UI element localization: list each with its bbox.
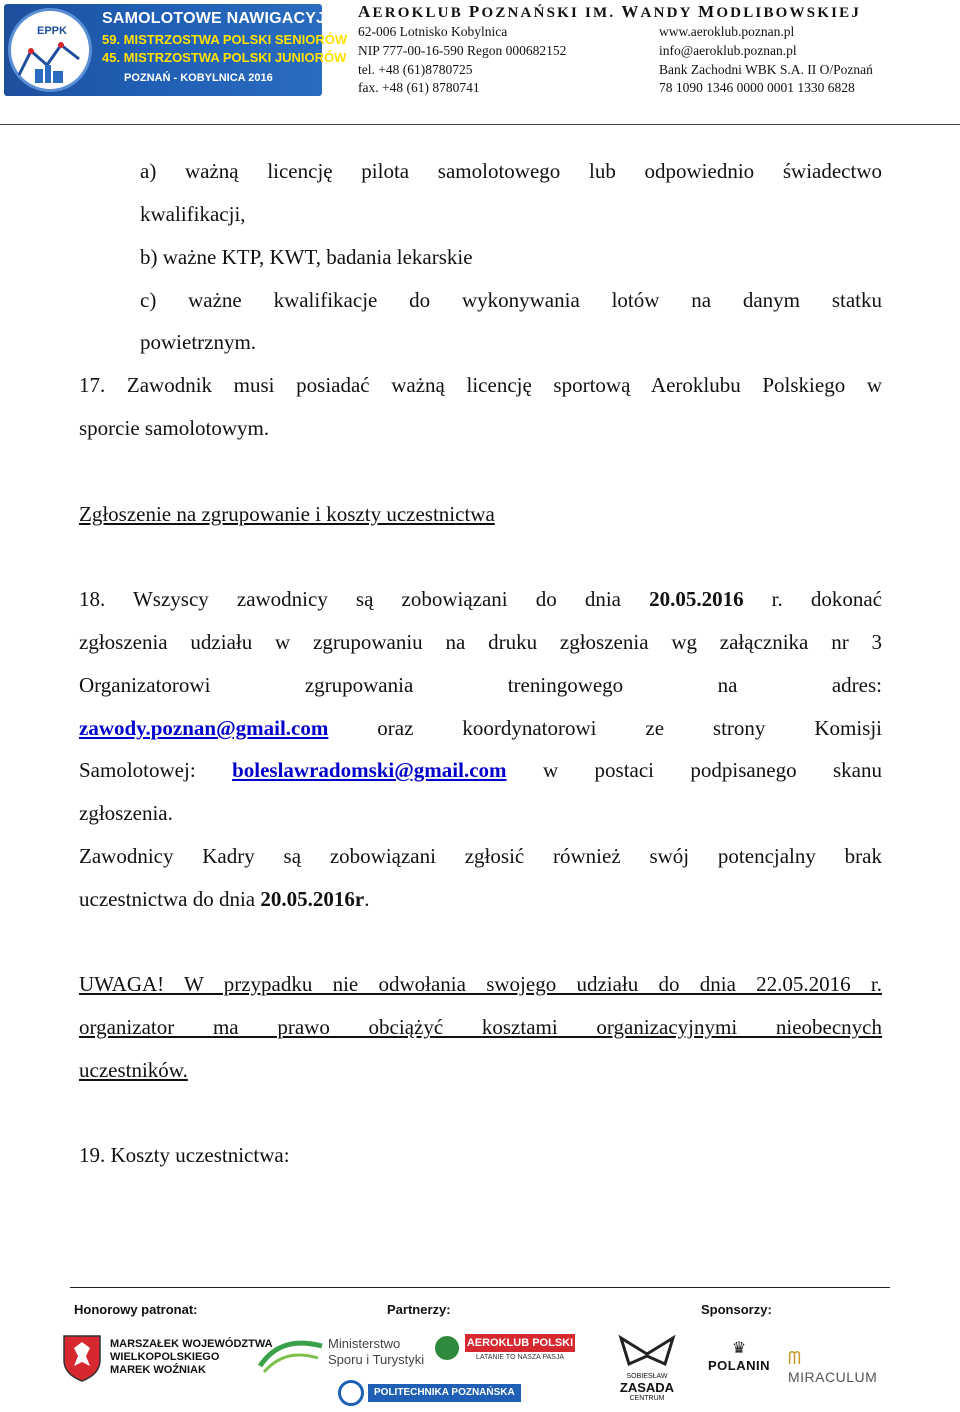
deadline-date: 20.05.2016 [649,587,744,611]
account-line: 78 1090 1346 0000 0001 1330 6828 [659,80,855,95]
email-link-coordinator[interactable]: boleslawradomski@gmail.com [232,758,507,782]
ministry-swoosh-icon [258,1336,324,1376]
aeroklub-globe-icon [435,1336,459,1360]
warning-line3: uczestników. [79,1058,188,1082]
polanin-logo: ♛ POLANIN [700,1340,778,1382]
item-17-line2: sporcie samolotowym. [79,416,270,440]
route-map-icon [17,35,83,85]
logo-location: POZNAŃ - KOBYLNICA 2016 [124,72,273,84]
footer-divider [70,1287,890,1288]
logo-subtitle-juniors: 45. MISTRZOSTWA POLSKI JUNIORÓW [102,50,347,65]
item-a-line1: a) ważną licencję pilota samolotowego lub odpowiednio świadectwo [140,159,882,183]
eppk-badge [8,8,92,92]
coat-of-arms-icon [62,1334,102,1382]
marshal-logo: MARSZAŁEK WOJEWÓDZTWA WIELKOPOLSKIEGO MAREK WOŹNIAK [62,1334,252,1384]
item-18-line6: zgłoszenia. [79,801,173,825]
championship-logo [4,4,348,96]
email-link-zawody[interactable]: zawody.poznan@gmail.com [79,716,329,740]
club-name: AEROKLUB POZNAŃSKI IM. WANDY MODLIBOWSKIEJ [358,2,862,21]
email-line: info@aeroklub.poznan.pl [659,43,797,58]
warning-line2: organizator ma prawo obciążyć kosztami organizacyjnymi nieobecnych [79,1015,882,1039]
badge-label: EPPK [37,25,67,37]
item-c-line2: powietrznym. [140,330,257,354]
miraculum-logo: ᗰ MIRACULUM [788,1348,878,1385]
fax-line: fax. +48 (61) 8780741 [358,80,480,95]
section-heading: Zgłoszenie na zgrupowanie i koszty uczestnictwa [79,502,495,526]
logo-title: SAMOLOTOWE NAWIGACYJNE [102,10,348,27]
aeroklub-polski-logo: AEROKLUB POLSKI LATANIE TO NASZA PASJA [435,1334,577,1366]
sponsors-label: Sponsorzy: [701,1302,772,1317]
address-line: 62-006 Lotnisko Kobylnica [358,24,508,39]
kadry-line1: Zawodnicy Kadry są zobowiązani zgłosić również swój potencjalny brak [79,844,882,868]
politechnika-emblem-icon [338,1380,364,1406]
crown-icon: ♛ [731,1340,747,1357]
item-19: 19. Koszty uczestnictwa: [79,1143,290,1167]
warning-line1: UWAGA! W przypadku nie odwołania swojego udziału do dnia 22.05.2016 r. [79,972,882,996]
patron-label: Honorowy patronat: [74,1302,198,1317]
item-b: b) ważne KTP, KWT, badania lekarskie [140,245,473,269]
letterhead [0,0,960,112]
partners-label: Partnerzy: [387,1302,451,1317]
item-a-line2: kwalifikacji, [140,202,246,226]
item-18-line1: 18. Wszyscy zawodnicy są zobowiązani do dnia 20.05.2016 r. dokonać [79,587,882,611]
logo-subtitle-seniors: 59. MISTRZOSTWA POLSKI SENIORÓW [102,32,348,47]
header-divider [0,124,960,125]
bank-line: Bank Zachodni WBK S.A. II O/Poznań [659,62,873,77]
item-18-line4: zawody.poznan@gmail.com oraz koordynatorowi ze strony Komisji [79,716,882,740]
zasada-logo: SOBIESŁAW ZASADA CENTRUM [610,1334,684,1404]
kadry-line2: uczestnictwa do dnia 20.05.2016r. [79,887,370,911]
politechnika-logo: POLITECHNIKA POZNAŃSKA [338,1380,508,1408]
zasada-wings-icon [617,1334,677,1368]
phone-line: tel. +48 (61)8780725 [358,62,473,77]
website-line: www.aeroklub.poznan.pl [659,24,795,39]
nip-regon-line: NIP 777-00-16-590 Regon 000682152 [358,43,567,58]
miraculum-m-icon: ᗰ [788,1348,801,1368]
item-18-line5: Samolotowej: boleslawradomski@gmail.com w postaci podpisanego skanu [79,758,882,782]
item-17-line1: 17. Zawodnik musi posiadać ważną licencję sportową Aeroklubu Polskiego w [79,373,882,397]
item-18-line2: zgłoszenia udziału w zgrupowaniu na druku zgłoszenia wg załącznika nr 3 [79,630,882,654]
item-c-line1: c) ważne kwalifikacje do wykonywania lotów na danym statku [140,288,882,312]
kadry-deadline: 20.05.2016r [260,887,365,911]
ministry-sport-logo: Ministerstwo Sporu i Turystyki [258,1332,428,1382]
item-18-line3: Organizatorowi zgrupowania treningowego na adres: [79,673,882,697]
